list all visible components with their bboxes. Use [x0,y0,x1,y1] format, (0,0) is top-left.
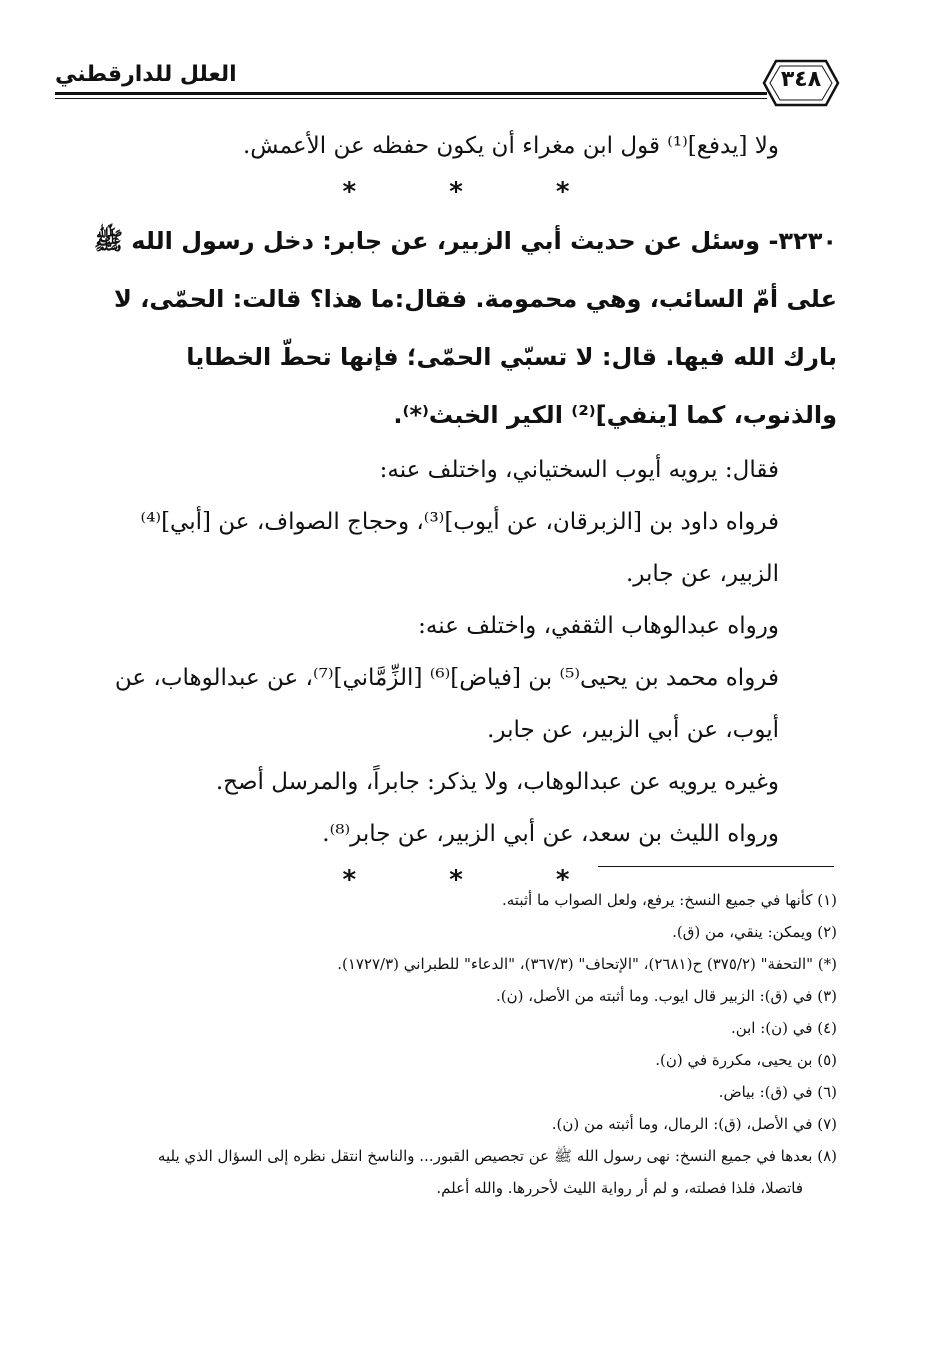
footnote-star: (*) "التحفة" (٣٧٥/٢) ح(٢٦٨١)، "الإتحاف" (٣٦٧/٣)، "الدعاء" للطبراني (١٧٢٧/٣). [337,955,837,973]
page-number-badge [762,58,840,108]
paragraph-3: فرواه داود بن [الزبرقان، عن أيوب]⁽³⁾، وحجاج الصواف، عن [أبي]⁽⁴⁾ الزبير، عن جابر. [140,509,779,587]
footnote-2: (٢) ويمكن: ينقي، من (ق). [672,923,837,941]
paragraph-7: ورواه الليث بن سعد، عن أبي الزبير، عن جابر⁽⁸⁾. [322,821,779,847]
footnote-3: (٣) في (ق): الزبير قال ايوب. وما أثبته من الأصل، (ن). [495,987,837,1005]
paragraph-1: ولا [يدفع]⁽¹⁾ قول ابن مغراء أن يكون حفظه عن الأعمش. [242,133,779,159]
footnote-5: (٥) بن يحيى، مكررة في (ن). [655,1051,837,1069]
footnote-1: (١) كأنها في جميع النسخ: يرفع، ولعل الصواب ما أثبته. [501,891,837,909]
footnote-4: (٤) في (ن): ابن. [730,1019,837,1037]
paragraph-6: وغيره يرويه عن عبدالوهاب، ولا يذكر: جابراً، والمرسل أصح. [215,769,779,795]
section-separator: * * * [342,177,612,207]
hadith-entry: ٣٢٣٠- وسئل عن حديث أبي الزبير، عن جابر: دخل رسول الله ﷺ على أمّ السائب، وهي محمومة. فقال:ما هذا؟ قالت: الحمّى، لا بارك الله فيها. قال: لا تسبّي الحمّى؛ فإنها تحطّ الخطايا والذنوب، كما [ينفي]⁽²⁾ الكير الخبث⁽*⁾. [93,227,837,429]
running-head-title: العلل للدارقطني [55,62,237,87]
header-rule [55,92,767,95]
page-header [55,58,840,108]
paragraph-2: فقال: يرويه أيوب السختياني، واختلف عنه: [379,457,779,483]
footnote-8: (٨) بعدها في جميع النسخ: نهى رسول الله ﷺ عن تجصيص القبور... والناسخ انتقل نظره إلى السؤال الذي يليه [157,1147,837,1165]
footnotes [72,884,837,1204]
page-number: ٣٤٨ [780,67,822,92]
footnote-rule [598,866,834,867]
main-text [75,120,837,900]
paragraph-4: ورواه عبدالوهاب الثقفي، واختلف عنه: [418,613,779,639]
header-rule-thin [55,98,767,99]
paragraph-5: فرواه محمد بن يحيى⁽⁵⁾ بن [فياض]⁽⁶⁾ [الزِّمَّاني]⁽⁷⁾، عن عبدالوهاب، عن أيوب، عن أبي الزبير، عن جابر. [114,665,779,743]
footnote-7: (٧) في الأصل، (ق): الرمال، وما أثبته من (ن). [551,1115,837,1133]
section-separator-2: * * * [342,865,612,895]
footnote-6: (٦) في (ق): بياض. [718,1083,837,1101]
footnote-8-continued: فاتصلا، فلذا فصلته، و لم أر رواية الليث لأحررها. والله أعلم. [436,1179,803,1197]
